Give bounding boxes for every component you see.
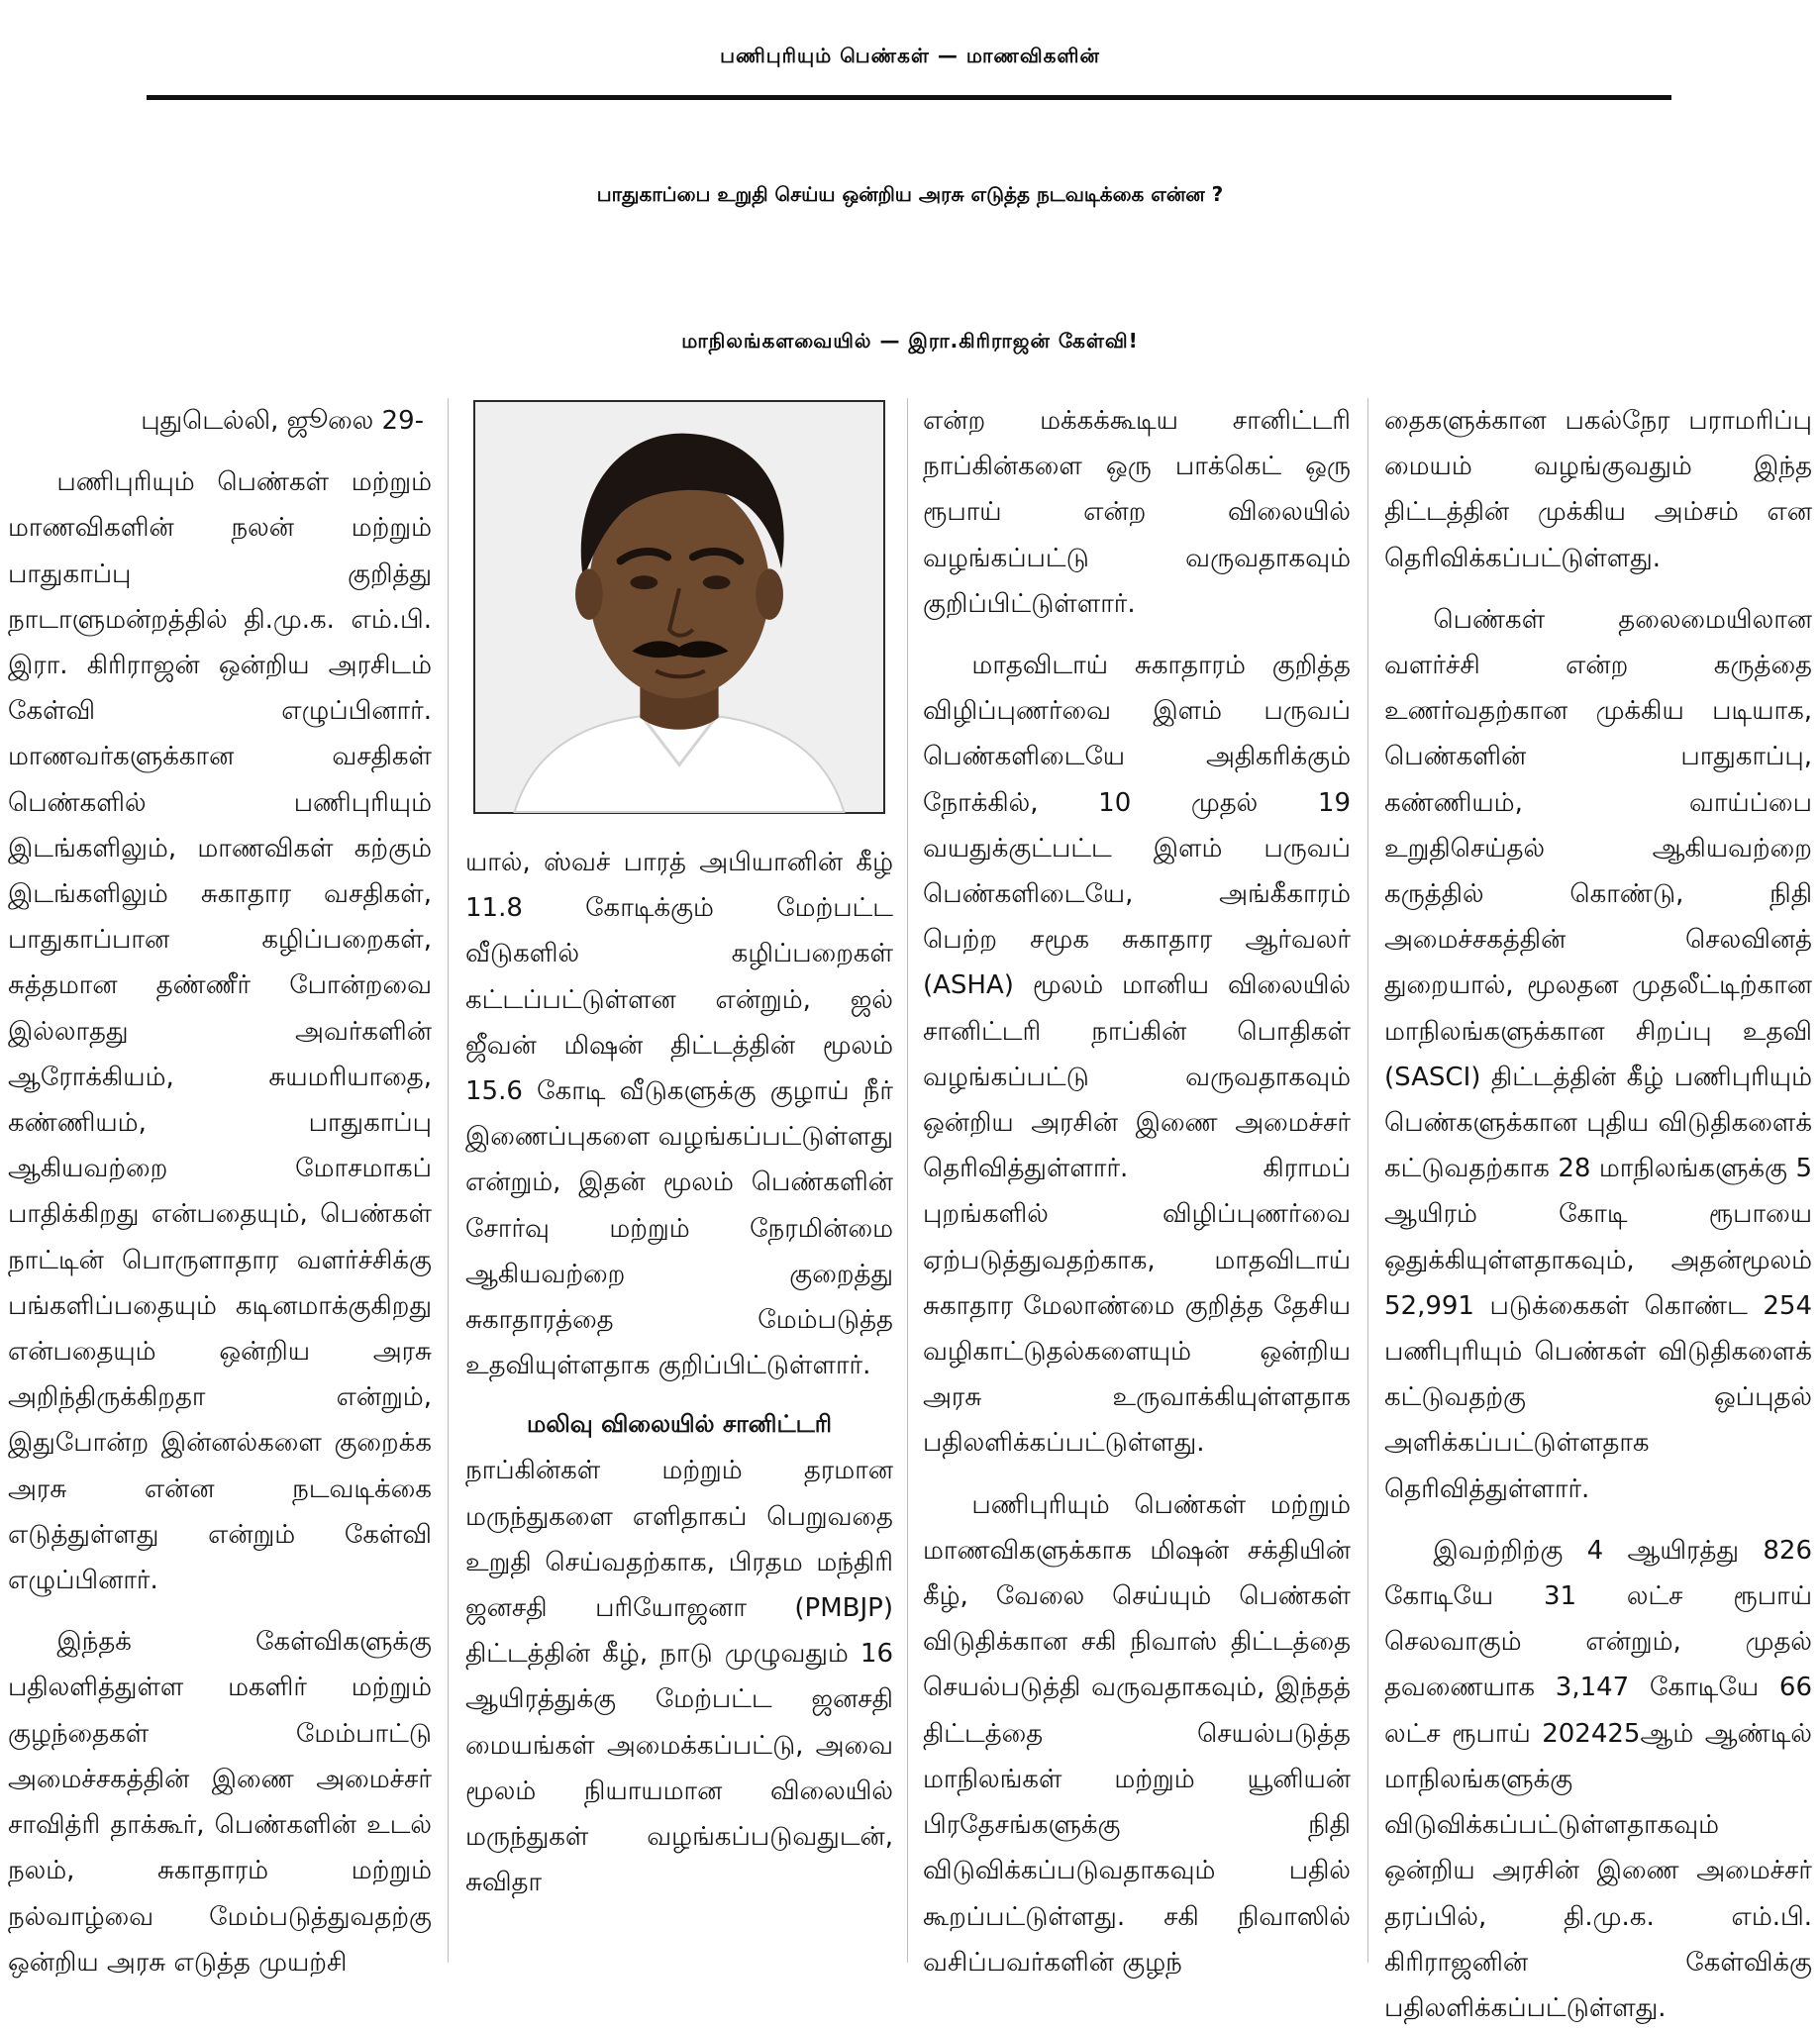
column-divider	[448, 398, 449, 1963]
headline-underline	[147, 95, 1671, 100]
column-divider	[907, 398, 908, 1963]
article-paragraph: என்ற மக்கக்கூடிய சானிட்டரி நாப்கின்களை ஒரு பாக்கெட் ஒரு ரூபாய் என்ற விலையில் வழங்கப்பட்டு வருவதாகவும் குறிப்பிட்டுள்ளார்.	[923, 406, 1351, 619]
article-paragraph: தைகளுக்கான பகல்நேர பராமரிப்பு மையம் வழங்குவதும் இந்த திட்டத்தின் முக்கிய அம்சம் என தெரிவிக்கப்பட்டுள்ளது.	[1384, 406, 1812, 573]
headline-line-3: மாநிலங்களவையில் — இரா.கிரிராஜன் கேள்வி!	[681, 329, 1139, 353]
article-subheading: மலிவு விலையில் சானிட்டரி	[527, 1410, 832, 1439]
article-column-3	[923, 398, 1351, 1978]
headline-line-2: பாதுகாப்பை உறுதி செய்ய ஒன்றிய அரசு எடுத்த நடவடிக்கை என்ன ?	[596, 182, 1224, 206]
article-paragraph: மாதவிடாய் சுகாதாரம் குறித்த விழிப்புணர்வை இளம் பருவப் பெண்களிடையே அதிகரிக்கும் நோக்கில், 10 முதல் 19 வயதுக்குட்பட்ட இளம் பருவப் பெண்களிடையே, அங்கீகாரம் பெற்ற சமூக சுகாதார ஆர்வலர் (ASHA) மூலம் மானிய விலையில் சானிட்டரி நாப்கின் பொதிகள் வழங்கப்பட்டு வருவதாகவும் ஒன்றிய அரசின் இணை அமைச்சர் தெரிவித்துள்ளார். கிராமப் புறங்களில் விழிப்புணர்வை ஏற்படுத்துவதற்காக, மாதவிடாய் சுகாதார மேலாண்மை குறித்த தேசிய வழிகாட்டுதல்களையும் ஒன்றிய அரசு உருவாக்கியுள்ளதாக பதிலளிக்கப்பட்டுள்ளது.	[923, 651, 1351, 1459]
article-column-4	[1384, 398, 1812, 2023]
headline-line-1: பணிபுரியும் பெண்கள் — மாணவிகளின்	[720, 44, 1100, 67]
portrait-photo	[473, 400, 885, 814]
dateline: புதுடெல்லி, ஜூலை 29-	[141, 406, 424, 436]
article-column-2	[465, 840, 893, 1975]
portrait-illustration	[475, 402, 883, 812]
article-paragraph: யால், ஸ்வச் பாரத் அபியானின் கீழ் 11.8 கோடிக்கும் மேற்பட்ட வீடுகளில் கழிப்பறைகள் கட்டப்பட்டுள்ளன என்றும், ஜல் ஜீவன் மிஷன் திட்டத்தின் மூலம் 15.6 கோடி வீடுகளுக்கு குழாய் நீர் இணைப்புகளை வழங்கப்பட்டுள்ளது என்றும், இதன் மூலம் பெண்களின் சோர்வு மற்றும் நேரமின்மை ஆகியவற்றை குறைத்து சுகாதாரத்தை மேம்படுத்த உதவியுள்ளதாக குறிப்பிட்டுள்ளார்.	[465, 848, 893, 1381]
article-column-1	[8, 398, 432, 1978]
article-paragraph: பெண்கள் தலைமையிலான வளர்ச்சி என்ற கருத்தை உணர்வதற்கான முக்கிய படியாக, பெண்களின் பாதுகாப்பு, கண்ணியம், வாய்ப்பை உறுதிசெய்தல் ஆகியவற்றை கருத்தில் கொண்டு, நிதி அமைச்சகத்தின் செலவினத் துறையால், மூலதன முதலீட்டிற்கான மாநிலங்களுக்கான சிறப்பு உதவி (SASCI) திட்டத்தின் கீழ் பணிபுரியும் பெண்களுக்கான புதிய விடுதிகளைக் கட்டுவதற்காக 28 மாநிலங்களுக்கு 5 ஆயிரம் கோடி ரூபாயை ஒதுக்கியுள்ளதாகவும், அதன்மூலம் 52,991 படுக்கைகள் கொண்ட 254 பணிபுரியும் பெண்கள் விடுதிகளைக் கட்டுவதற்கு ஒப்புதல் அளிக்கப்பட்டுள்ளதாக தெரிவித்துள்ளார்.	[1384, 604, 1812, 1504]
article-paragraph: நாப்கின்கள் மற்றும் தரமான மருந்துகளை எளிதாகப் பெறுவதை உறுதி செய்வதற்காக, பிரதம மந்திரி ஜனசதி பரியோஜனா (PMBJP) திட்டத்தின் கீழ், நாடு முழுவதும் 16 ஆயிரத்துக்கு மேற்பட்ட ஜனசதி மையங்கள் அமைக்கப்பட்டு, அவை மூலம் நியாயமான விலையில் மருந்துகள் வழங்கப்படுவதுடன், சுவிதா	[465, 1456, 893, 1898]
article-paragraph: பணிபுரியும் பெண்கள் மற்றும் மாணவிகளுக்காக மிஷன் சக்தியின் கீழ், வேலை செய்யும் பெண்கள் விடுதிக்கான சகி நிவாஸ் திட்டத்தை செயல்படுத்தி வருவதாகவும், இந்தத் திட்டத்தை செயல்படுத்த மாநிலங்கள் மற்றும் யூனியன் பிரதேசங்களுக்கு நிதி விடுவிக்கப்படுவதாகவும் பதில் கூறப்பட்டுள்ளது. சகி நிவாஸில் வசிப்பவர்களின் குழந்	[923, 1489, 1351, 1978]
article-paragraph: இந்தக் கேள்விகளுக்கு பதிலளித்துள்ள மகளிர் மற்றும் குழந்தைகள் மேம்பாட்டு அமைச்சகத்தின் இணை அமைச்சர் சாவித்ரி தாக்கூர், பெண்களின் உடல் நலம், சுகாதாரம் மற்றும் நல்வாழ்வை மேம்படுத்துவதற்கு ஒன்றிய அரசு எடுத்த முயற்சி	[8, 1627, 432, 1978]
article-paragraph: பணிபுரியும் பெண்கள் மற்றும் மாணவிகளின் நலன் மற்றும் பாதுகாப்பு குறித்து நாடாளுமன்றத்தில் தி.மு.க. எம்.பி. இரா. கிரிராஜன் ஒன்றிய அரசிடம் கேள்வி எழுப்பினார். மாணவர்களுக்கான வசதிகள் பெண்களில் பணிபுரியும் இடங்களிலும், மாணவிகள் கற்கும் இடங்களிலும் சுகாதார வசதிகள், பாதுகாப்பான கழிப்பறைகள், சுத்தமான தண்ணீர் போன்றவை இல்லாதது அவர்களின் ஆரோக்கியம், சுயமரியாதை, கண்ணியம், பாதுகாப்பு ஆகியவற்றை மோசமாகப் பாதிக்கிறது என்பதையும், பெண்கள் நாட்டின் பொருளாதார வளர்ச்சிக்கு பங்களிப்பதையும் கடினமாக்குகிறது என்பதையும் ஒன்றிய அரசு அறிந்திருக்கிறதா என்றும், இதுபோன்ற இன்னல்களை குறைக்க அரசு என்ன நடவடிக்கை எடுத்துள்ளது என்றும் கேள்வி எழுப்பினார்.	[8, 467, 432, 1596]
column-divider	[1367, 398, 1368, 1963]
article-paragraph: இவற்றிற்கு 4 ஆயிரத்து 826 கோடியே 31 லட்ச ரூபாய் செலவாகும் என்றும், முதல் தவணையாக 3,147 கோடியே 66 லட்ச ரூபாய் 202425ஆம் ஆண்டில் மாநிலங்களுக்கு விடுவிக்கப்பட்டுள்ளதாகவும் ஒன்றிய அரசின் இணை அமைச்சர் தரப்பில், தி.மு.க. எம்.பி. கிரிராஜனின் கேள்விக்கு பதிலளிக்கப்பட்டுள்ளது.	[1384, 1535, 1812, 2023]
